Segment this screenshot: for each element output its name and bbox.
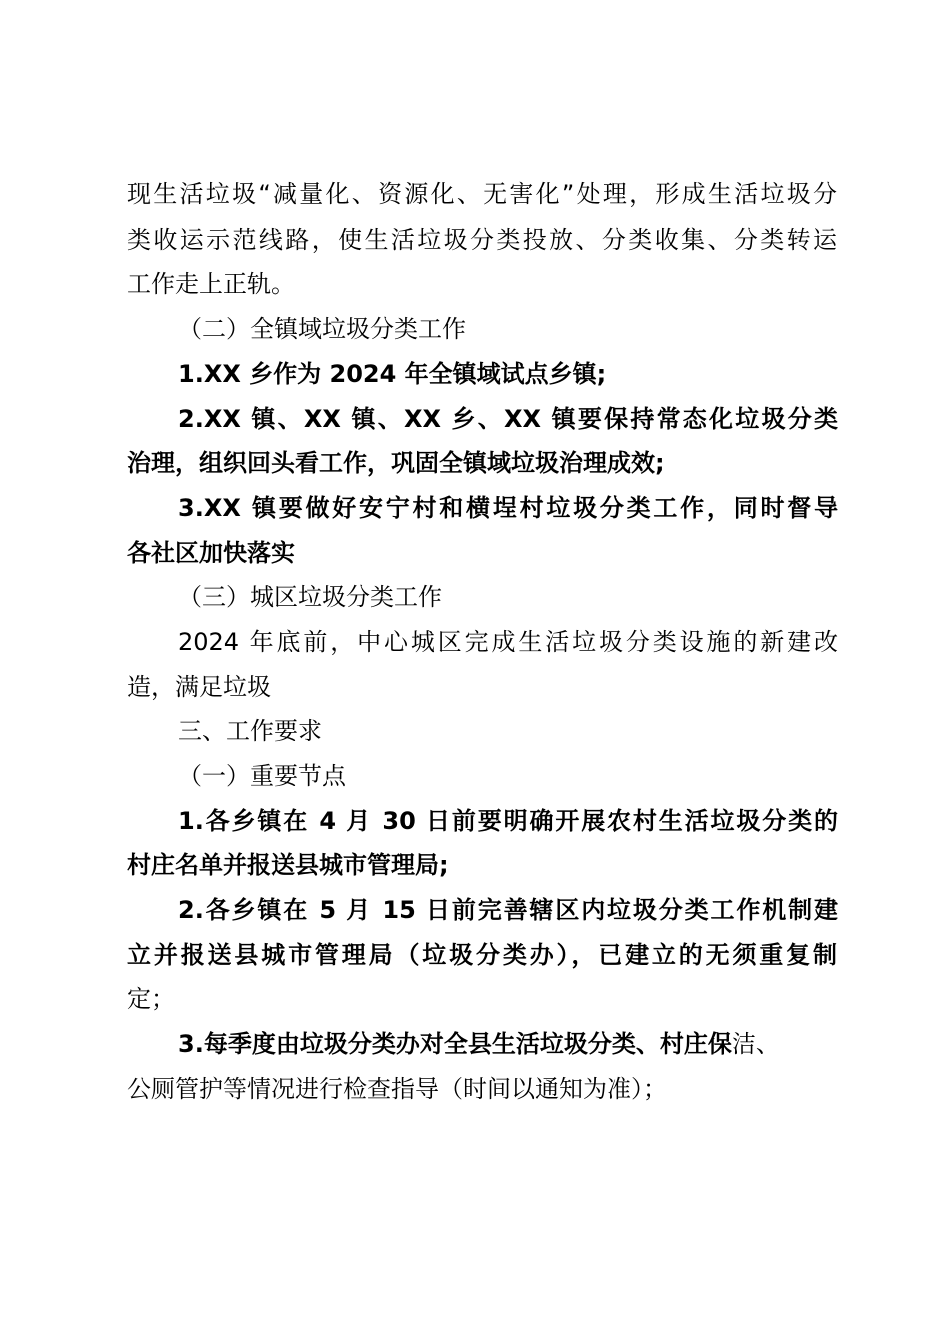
list-item-regular-text: 洁、 bbox=[731, 1030, 780, 1058]
subsection-heading: （一）重要节点 bbox=[178, 762, 346, 790]
paragraph-line: 2024 年底前，中心城区完成生活垃圾分类设施的新建改 bbox=[178, 628, 838, 656]
list-item-continuation: 治理，组织回头看工作，巩固全镇域垃圾治理成效; bbox=[127, 449, 665, 477]
list-item-continuation: 村庄名单并报送县城市管理局; bbox=[127, 851, 449, 879]
list-item: 3.XX 镇要做好安宁村和横埕村垃圾分类工作，同时督导 bbox=[178, 494, 838, 522]
list-item-continuation: 公厕管护等情况进行检查指导（时间以通知为准）； bbox=[127, 1075, 667, 1103]
list-item-continuation: 立并报送县城市管理局（垃圾分类办），已建立的无须重复制 bbox=[127, 941, 837, 969]
list-item: 1.各乡镇在 4 月 30 日前要明确开展农村生活垃圾分类的 bbox=[178, 807, 838, 835]
section-heading: 三、工作要求 bbox=[178, 717, 322, 745]
list-item: 2.XX 镇、XX 镇、XX 乡、XX 镇要保持常态化垃圾分类 bbox=[178, 405, 838, 433]
paragraph-line: 现生活垃圾“减量化、资源化、无害化”处理，形成生活垃圾分 bbox=[127, 180, 837, 208]
list-item: 2.各乡镇在 5 月 15 日前完善辖区内垃圾分类工作机制建 bbox=[178, 896, 838, 924]
list-item: 1.XX 乡作为 2024 年全镇域试点乡镇; bbox=[178, 360, 607, 388]
section-heading: （二）全镇域垃圾分类工作 bbox=[178, 315, 466, 343]
paragraph-line: 类收运示范线路，使生活垃圾分类投放、分类收集、分类转运 bbox=[127, 226, 837, 254]
list-item-continuation: 定； bbox=[127, 985, 175, 1013]
list-item-continuation: 各社区加快落实 bbox=[127, 539, 295, 567]
section-heading: （三）城区垃圾分类工作 bbox=[178, 583, 442, 611]
list-item-bold-text: 3.每季度由垃圾分类办对全县生活垃圾分类、村庄保 bbox=[178, 1030, 732, 1058]
paragraph-line: 工作走上正轨。 bbox=[127, 270, 295, 298]
list-item bbox=[178, 1028, 780, 1060]
paragraph-line: 造，满足垃圾 bbox=[127, 673, 271, 701]
